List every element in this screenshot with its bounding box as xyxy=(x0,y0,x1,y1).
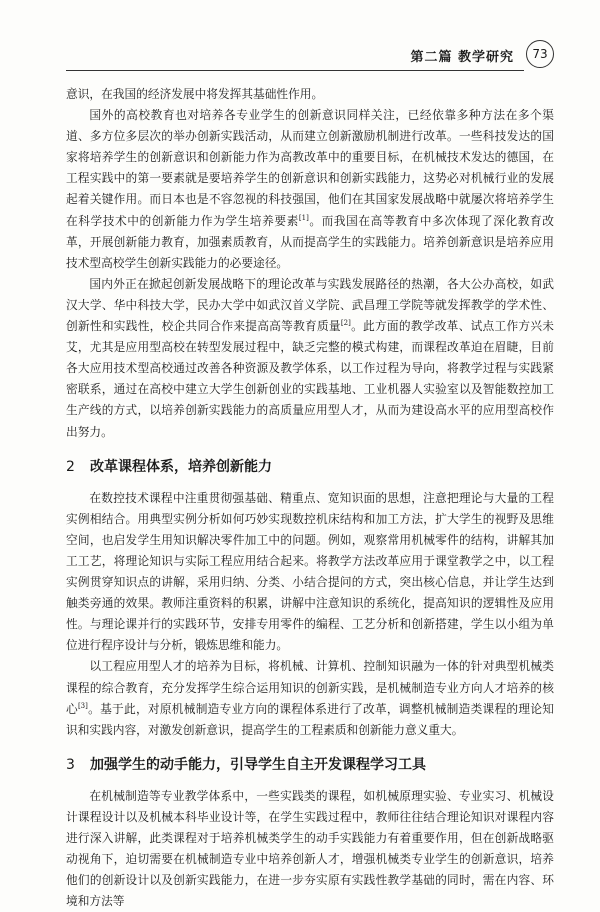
header-rule xyxy=(66,70,524,71)
paragraph-foreign-education xyxy=(66,105,554,274)
section-title: 加强学生的动手能力，引导学生自主开发课程学习工具 xyxy=(90,756,426,773)
running-header-title: 第二篇 教学研究 xyxy=(410,50,514,65)
paragraph-text: 。而我国在高等教育中多次体现了深化教育改革，开展创新能力教育，加强素质教育，从而提高学生的实践能力。培养创新意识是培养应用技术型高校学生创新实践能力的必要途径。 xyxy=(66,213,554,270)
paragraph-domestic-reform xyxy=(66,274,554,443)
page-header xyxy=(66,40,554,72)
page-number-badge: 73 xyxy=(526,40,554,68)
section-title: 改革课程体系，培养创新能力 xyxy=(90,458,272,475)
section-number: 3 xyxy=(66,756,75,773)
paragraph-practice-courses: 在机械制造等专业教学体系中，一些实践类的课程，如机械原理实验、专业实习、机械设计课程设计以及机械本科毕业设计等，在学生实践过程中，教师往往结合理论知识对课程内容进行深入讲解，此类课程对于培养机械类学生的动手实践能力有着重要作用，但在创新战略驱动视角下，迫切需要在机械制造专业中培养创新人才，增强机械类专业学生的创新意识，培养他们的创新设计以及创新实践能力，在进一步夯实原有实践性教学基础的同时，需在内容、环境和方法等 xyxy=(66,788,554,909)
citation-ref: [3] xyxy=(77,701,88,710)
paragraph-text: 。基于此，对原机械制造专业方向的课程体系进行了改革，调整机械制造类课程的理论知识和实践内容，对激发创新意识，提高学生的工程素质和创新能力意义重大。 xyxy=(66,701,554,737)
page-body xyxy=(66,84,554,912)
paragraph-text: 。此方面的教学改革、试点工作方兴未艾，尤其是应用型高校在转型发展过程中，缺乏完整的模式构建，而课程改革迫在眉睫，目前各大应用技术型高校通过改善各种资源及教学体系，以工作过程为导向，将教学过程与实践紧密联系，通过在高校中建立大学生创新创业的实践基地、工业机器人实验室以及智能数控加工生产线的方式，以培养创新实践能力的高质量应用型人才，从而为建设高水平的应用型高校作出努力。 xyxy=(66,319,554,439)
paragraph-text: 国内外正在掀起创新发展战略下的理论改革与实践发展路径的热潮，各大公办高校，如武汉大学、华中科技大学，民办大学中如武汉首义学院、武昌理工学院等就发挥教学的学术性、创新性和实践性，校企共同合作来提高高等教育质量 xyxy=(66,276,554,334)
paragraph-continuation: 意识，在我国的经济发展中将发挥其基础性作用。 xyxy=(66,87,324,101)
section-number: 2 xyxy=(66,458,75,475)
paragraph-text: 以工程应用型人才的培养为目标，将机械、计算机、控制知识融为一体的针对典型机械类课程的综合教育，充分发挥学生综合运用知识的创新实践，是机械制造专业方向人才培养的核心 xyxy=(66,659,554,716)
citation-ref: [2] xyxy=(340,319,351,328)
paragraph-nc-course: 在数控技术课程中注重贯彻强基础、精重点、宽知识面的思想，注意把理论与大量的工程实例相结合。用典型实例分析如何巧妙实现数控机床结构和加工方法，扩大学生的视野及思维空间，也启发学生用知识解决零件加工中的问题。例如，观察常用机械零件的结构，讲解其加工工艺，将理论知识与实际工程应用结合起来。将教学方法改革应用于课堂教学之中，以工程实例贯穿知识点的讲解，采用归纳、分类、小结合提问的方式，突出核心信息，并让学生达到触类旁通的效果。教师注重资料的积累，讲解中注意知识的系统化，提高知识的逻辑性及应用性。与理论课并行的实践环节，安排专用零件的编程、工艺分析和创新搭建，学生以小组为单位进行程序设计与分析，锻炼思维和能力。 xyxy=(66,490,554,653)
paragraph-talent-goal xyxy=(66,656,554,740)
section-heading-3 xyxy=(66,755,554,776)
citation-ref: [1] xyxy=(298,213,309,222)
paragraph-text: 国外的高校教育也对培养各专业学生的创新意识同样关注，已经依靠多种方法在多个渠道、多方位多层次的举办创新实践活动，从而建立创新激励机制进行改革。一些科技发达的国家将培养学生的创新意识和创新能力作为高教改革中的重要目标，在机械技术发达的德国，在工程实践中的第一要素就是要培养学生的创新意识和创新实践能力，这势必对机械行业的发展起着关键作用。而日本也是不容忽视的科技强国，他们在其国家发展战略中就屡次将培养学生在科学技术中的创新能力作为学生培养要素 xyxy=(66,108,554,228)
section-heading-2 xyxy=(66,457,554,478)
